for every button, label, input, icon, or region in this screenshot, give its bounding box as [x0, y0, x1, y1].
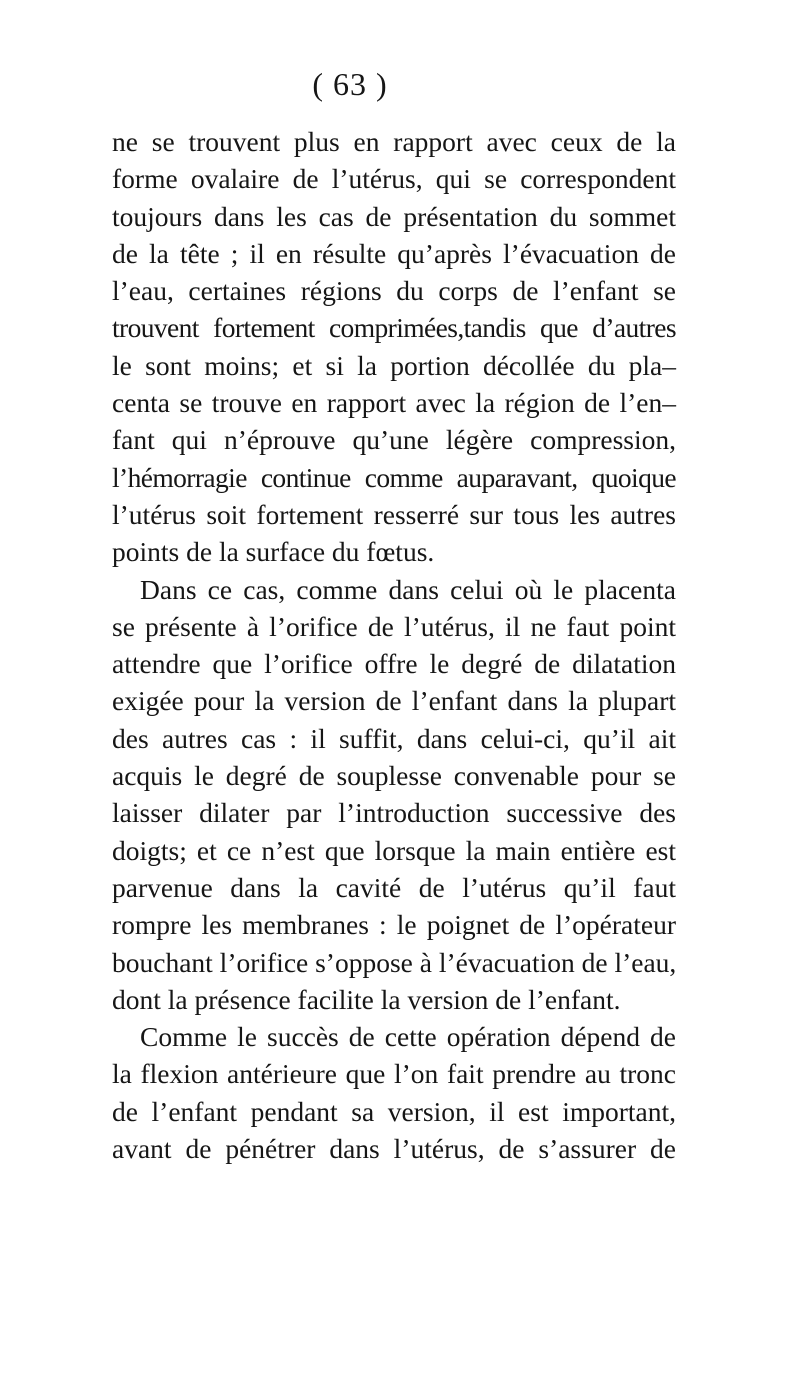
text-line: de l’enfant pendant sa version, il est important,	[112, 1095, 676, 1127]
text-line: l’eau, certaines régions du corps de l’enfant se	[112, 275, 676, 307]
text-line: trouvent fortement comprimées,tandis que d’autres	[112, 312, 676, 344]
text-line: la flexion antérieure que l’on fait prendre au tronc	[112, 1058, 676, 1090]
body-text	[112, 123, 676, 1167]
text-line: l’utérus soit fortement resserré sur tous les autres	[112, 498, 676, 530]
text-line: rompre les membranes : le poignet de l’opérateur	[112, 909, 676, 941]
paragraph-2	[112, 571, 676, 1019]
text-line: parvenue dans la cavité de l’utérus qu’il faut	[112, 871, 676, 903]
text-line: acquis le degré de souplesse convenable pour se	[112, 760, 676, 792]
text-line: attendre que l’orifice offre le degré de dilatation	[112, 648, 676, 680]
text-line: de la tête ; il en résulte qu’après l’évacuation de	[112, 237, 676, 269]
text-line: le sont moins; et si la portion décollée du pla–	[112, 349, 676, 381]
paragraph-1	[112, 123, 676, 571]
text-line: Comme le succès de cette opération dépend de	[140, 1021, 676, 1053]
text-line: points de la surface du fœtus.	[112, 536, 435, 568]
text-line: Dans ce cas, comme dans celui où le placenta	[140, 573, 676, 605]
text-line: doigts; et ce n’est que lorsque la main entière est	[112, 834, 676, 866]
text-line: exigée pour la version de l’enfant dans la plupart	[112, 685, 676, 717]
text-line: forme ovalaire de l’utérus, qui se correspondent	[112, 163, 676, 195]
text-line: toujours dans les cas de présentation du sommet	[112, 200, 676, 232]
text-line: avant de pénétrer dans l’utérus, de s’assurer de	[112, 1133, 676, 1165]
text-line: dont la présence facilite la version de l’enfant.	[112, 983, 621, 1015]
text-line: centa se trouve en rapport avec la région de l’en–	[112, 387, 676, 419]
text-line: des autres cas : il suffit, dans celui-ci, qu’il ait	[112, 722, 676, 754]
text-line: fant qui n’éprouve qu’une légère compression,	[112, 424, 676, 456]
paragraph-3	[112, 1018, 676, 1167]
text-line: l’hémorragie continue comme auparavant, quoique	[112, 461, 676, 493]
text-line: se présente à l’orifice de l’utérus, il ne faut point	[112, 610, 676, 642]
text-line: laisser dilater par l’introduction successive des	[112, 797, 676, 829]
page-number: ( 63 )	[312, 66, 388, 102]
text-line: ne se trouvent plus en rapport avec ceux de la	[112, 126, 676, 157]
text-line: bouchant l’orifice s’oppose à l’évacuation de l’eau,	[112, 946, 677, 978]
